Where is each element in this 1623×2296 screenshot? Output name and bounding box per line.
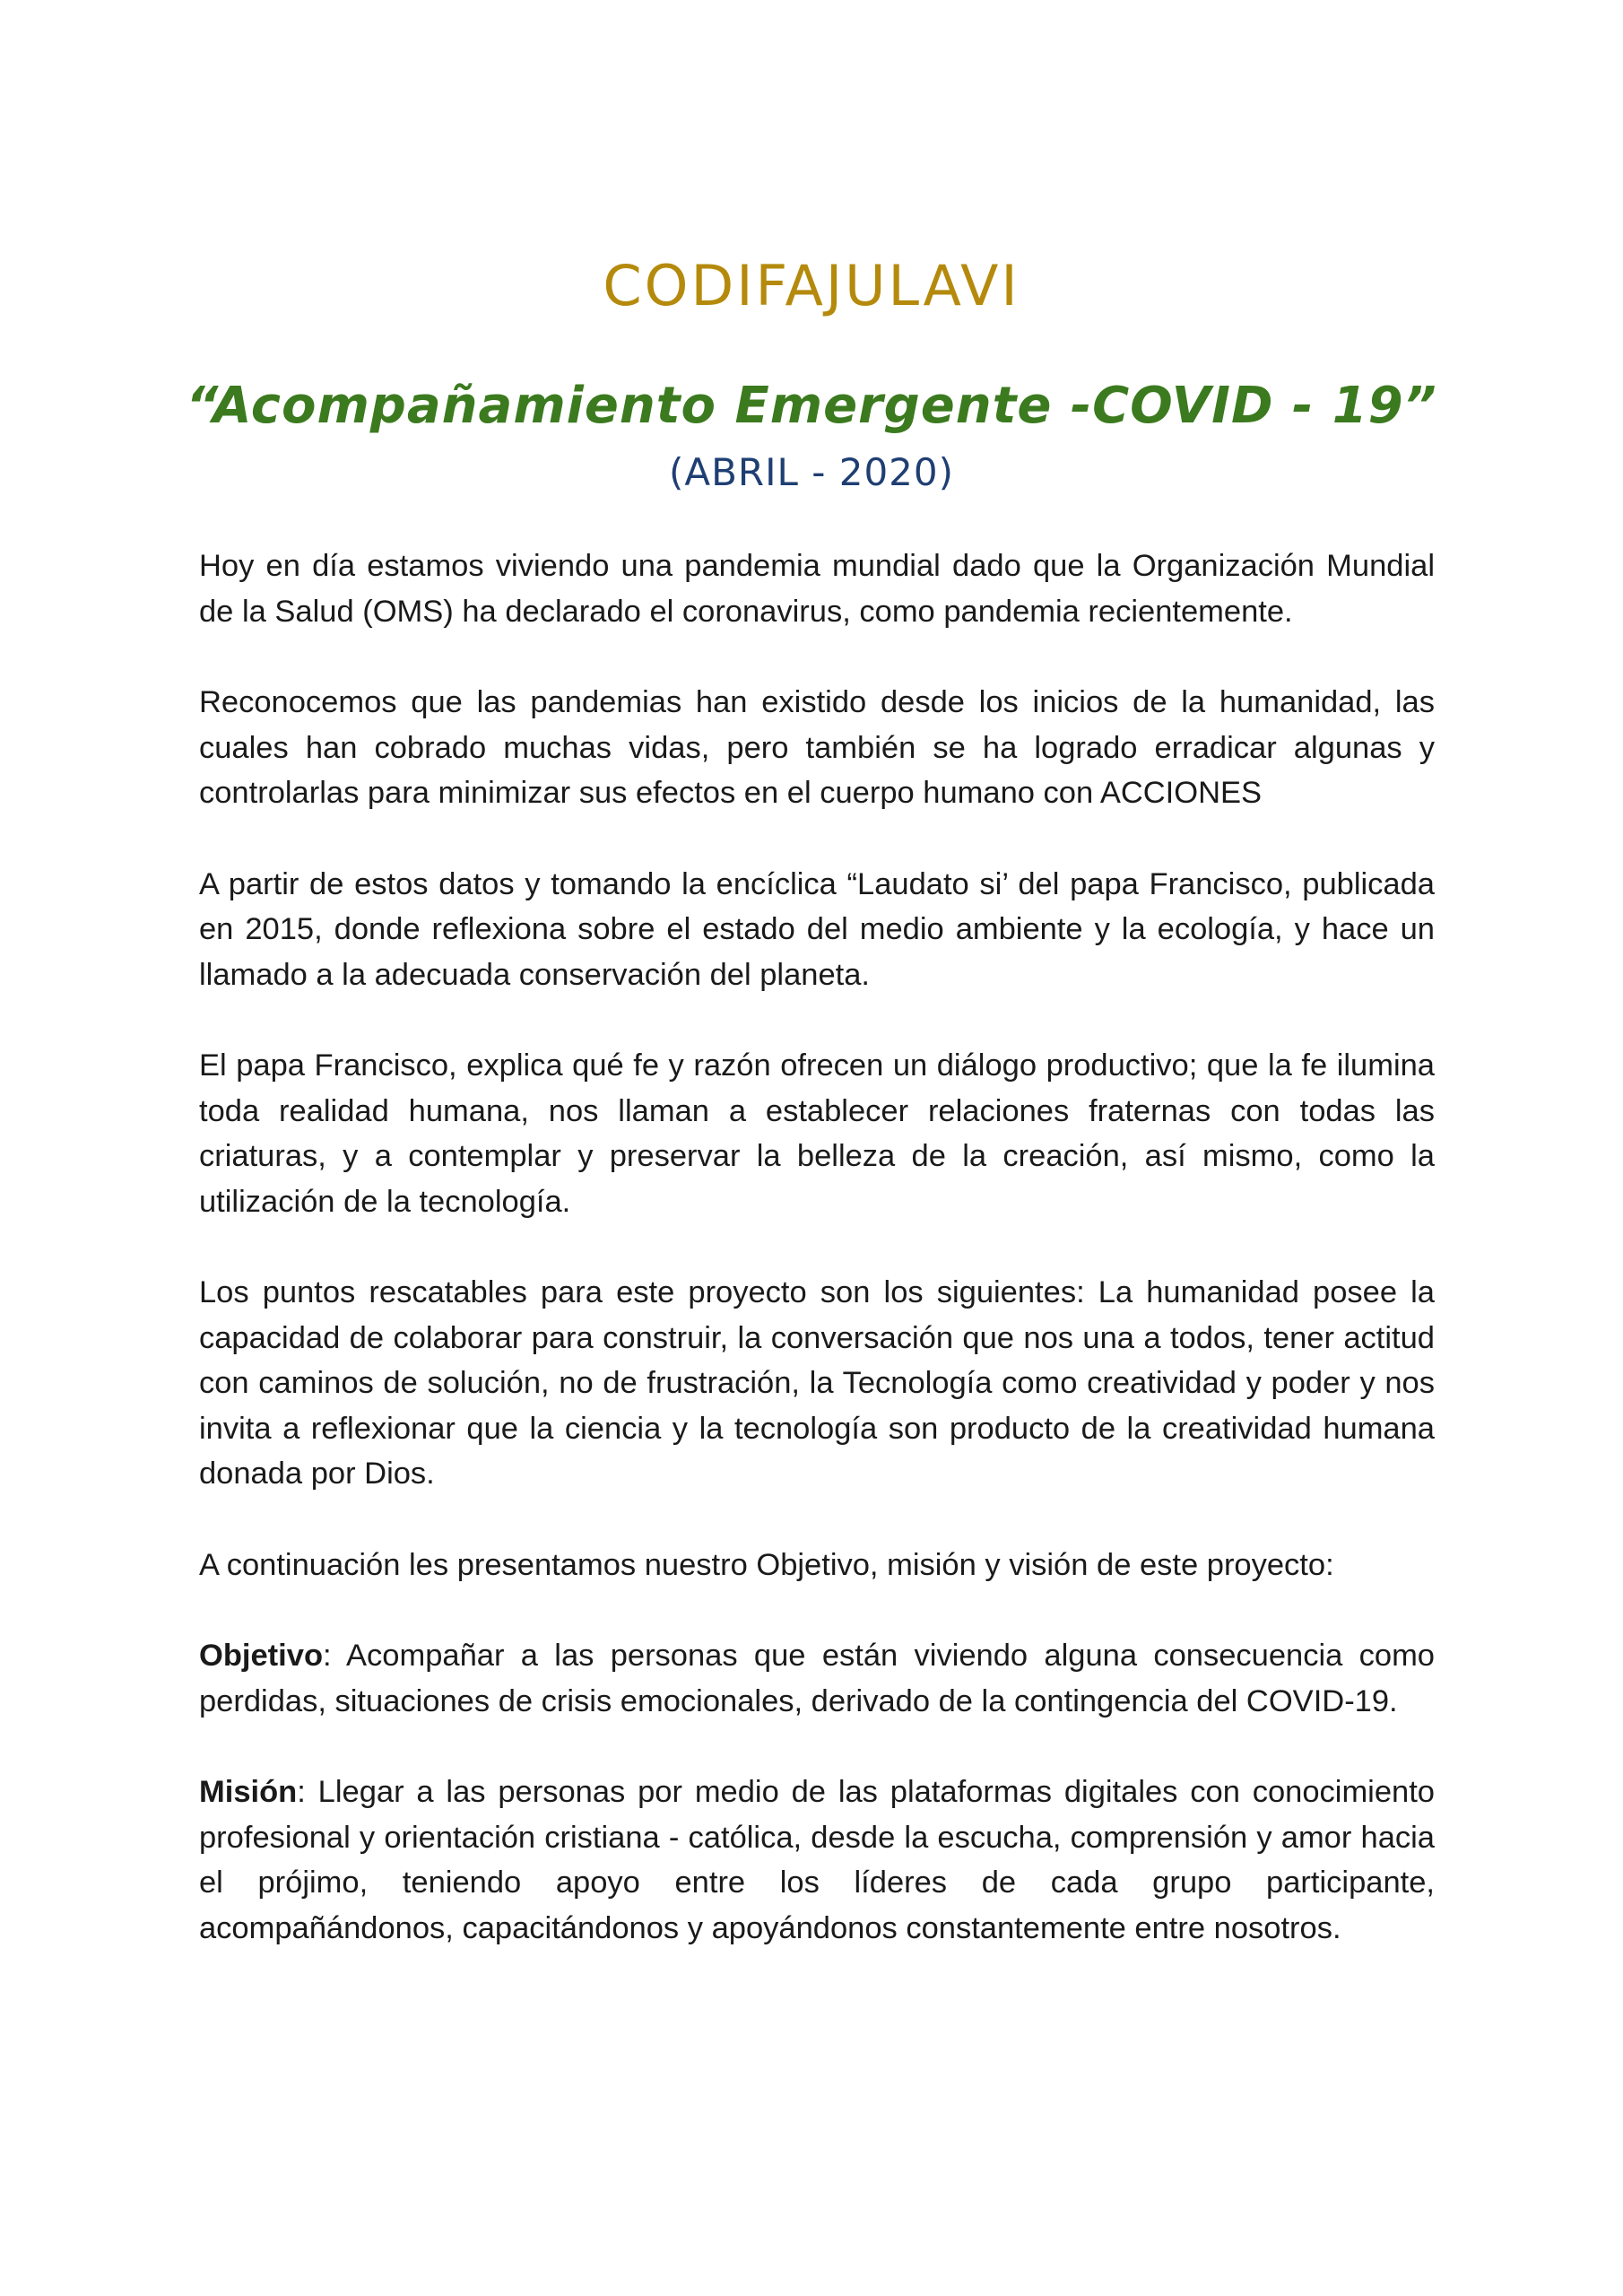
paragraph-text: Hoy en día estamos viviendo una pandemia mundial dado que la Organización Mundial de la Salud (OMS) ha declarado el coronavirus, como pandemia recientemente. — [199, 549, 1435, 629]
paragraph-laudato-si — [199, 862, 1435, 998]
paragraph-text: Reconocemos que las pandemias han existido desde los inicios de la humanidad, las cuales han cobrado muchas vidas, pero también se ha logrado erradicar algunas y controlarlas para minimizar sus efectos en el cuerpo humano con ACCIONES — [199, 685, 1435, 810]
paragraph-pandemics — [199, 680, 1435, 816]
paragraph-objective — [199, 1633, 1435, 1724]
mission-text: : Llegar a las personas por medio de las plataformas digitales con conocimiento profesional y orientación cristiana - católica, desde la escucha, comprensión y amor hacia el prójimo, teniendo apoyo entre los líderes de cada grupo participante, acompañándonos, capacitándonos y apoyándonos constantemente entre nosotros. — [199, 1775, 1435, 1945]
paragraph-intro — [199, 544, 1435, 634]
paragraph-presentation — [199, 1543, 1435, 1588]
document-body — [199, 544, 1435, 1996]
paragraph-mission — [199, 1770, 1435, 1951]
paragraph-text: A continuación les presentamos nuestro Objetivo, misión y visión de este proyecto: — [199, 1547, 1334, 1582]
paragraph-faith-reason — [199, 1043, 1435, 1224]
objective-label: Objetivo — [199, 1639, 324, 1673]
document-title: CODIFAJULAVI — [603, 253, 1020, 318]
paragraph-text: A partir de estos datos y tomando la encíclica “Laudato si’ del papa Francisco, publicada en 2015, donde reflexiona sobre el estado del medio ambiente y la ecología, y hace un llamado a la adecuada conservación del planeta. — [199, 866, 1435, 992]
document-date: (ABRIL - 2020) — [668, 450, 955, 494]
paragraph-text: El papa Francisco, explica qué fe y razón ofrecen un diálogo productivo; que la fe ilumina toda realidad humana, nos llaman a establecer relaciones fraternas con todas las criaturas, y a contemplar y preservar la belleza de la creación, así mismo, como la utilización de la tecnología. — [199, 1048, 1435, 1219]
objective-text: : Acompañar a las personas que están viviendo alguna consecuencia como perdidas, situaciones de crisis emocionales, derivado de la contingencia del COVID-19. — [199, 1639, 1435, 1718]
document-subtitle: “Acompañamiento Emergente -COVID - 19” — [186, 377, 1437, 435]
paragraph-text: Los puntos rescatables para este proyecto son los siguientes: La humanidad posee la capacidad de colaborar para construir, la conversación que nos una a todos, tener actitud con caminos de solución, no de frustración, la Tecnología como creatividad y poder y nos invita a reflexionar que la ciencia y la tecnología son producto de la creatividad humana donada por Dios. — [199, 1275, 1435, 1491]
paragraph-key-points — [199, 1270, 1435, 1497]
mission-label: Misión — [199, 1775, 298, 1809]
